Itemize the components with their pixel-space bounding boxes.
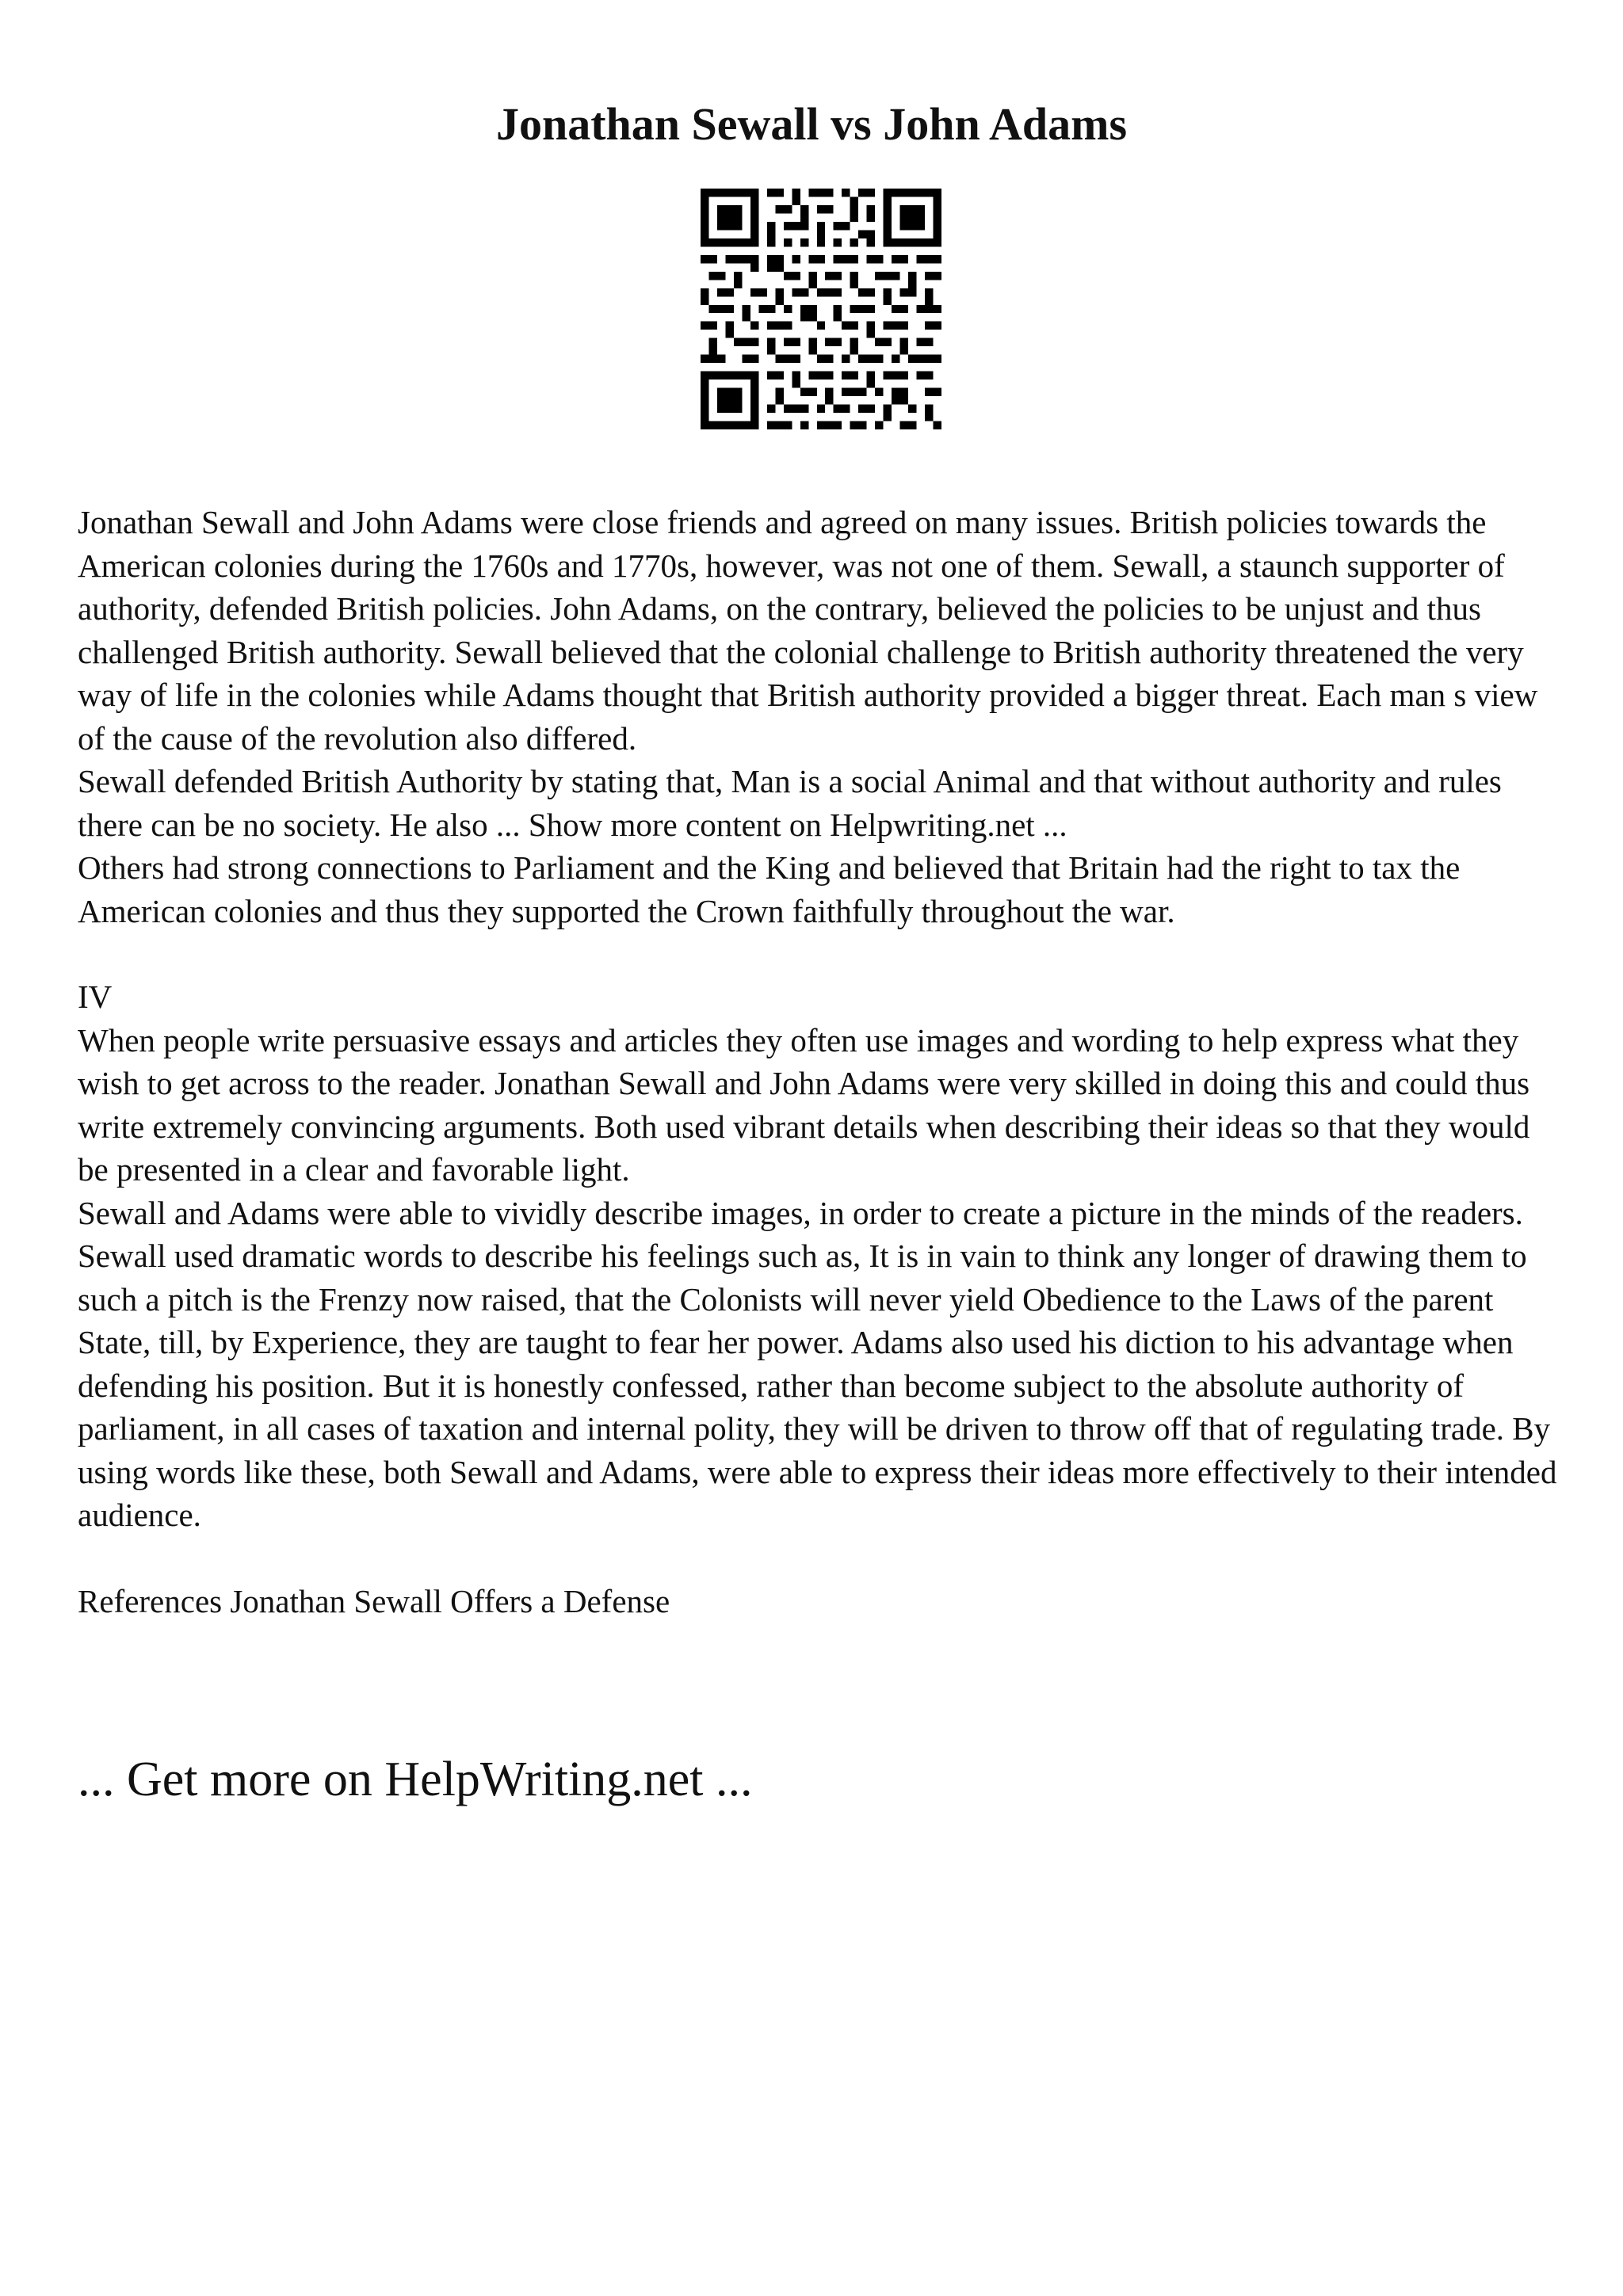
section-heading-iv: IV: [78, 978, 113, 1015]
paragraph-spacer: [78, 1537, 1568, 1580]
paragraph-loyalists: Others had strong connections to Parliament and the King and believed that Britain had the right to tax the American colonies and thus they supported the Crown faithfully throughout the war.: [78, 849, 1461, 929]
paragraph-spacer: [78, 933, 1568, 975]
document-title: Jonathan Sewall vs John Adams: [495, 98, 1128, 150]
essay-body: [78, 501, 1568, 1623]
get-more-link[interactable]: ... Get more on HelpWriting.net ...: [78, 1753, 753, 1806]
paragraph-imagery: Sewall and Adams were able to vividly describe images, in order to create a picture in the minds of the readers. Sewall used dramatic words to describe his feelings such as, It is in vain to think any longer of drawing them to such a pitch is the Frenzy now raised, that the Colonists will never yield Obedience to the Laws of the parent State, till, by Experience, they are taught to fear her power. Adams also used his diction to his advantage when defending his position. But it is honestly confessed, rather than become subject to the absolute authority of parliament, in all cases of taxation and internal polity, they will be driven to throw off that of regulating trade. By using words like these, both Sewall and Adams, were able to express their ideas more effectively to their intended audience.: [78, 1194, 1557, 1533]
references-line: References Jonathan Sewall Offers a Defense: [78, 1582, 670, 1619]
paragraph-sewall-authority: Sewall defended British Authority by stating that, Man is a social Animal and that without authority and rules there can be no society. He also ... Show more content on Helpwriting.net ...: [78, 763, 1502, 843]
qr-code-icon: [701, 189, 941, 429]
paragraph-persuasion: When people write persuasive essays and articles they often use images and wording to help express what they wish to get across to the reader. Jonathan Sewall and John Adams were very skilled in doing this and could thus write extremely convincing arguments. Both used vibrant details when describing their ideas so that they would be presented in a clear and favorable light.: [78, 1021, 1530, 1188]
paragraph-intro: Jonathan Sewall and John Adams were close friends and agreed on many issues. British policies towards the American colonies during the 1760s and 1770s, however, was not one of them. Sewall, a staunch supporter of authority, defended British policies. John Adams, on the contrary, believed the policies to be unjust and thus challenged British authority. Sewall believed that the colonial challenge to British authority threatened the very way of life in the colonies while Adams thought that British authority provided a bigger threat. Each man s view of the cause of the revolution also differed.: [78, 504, 1538, 757]
